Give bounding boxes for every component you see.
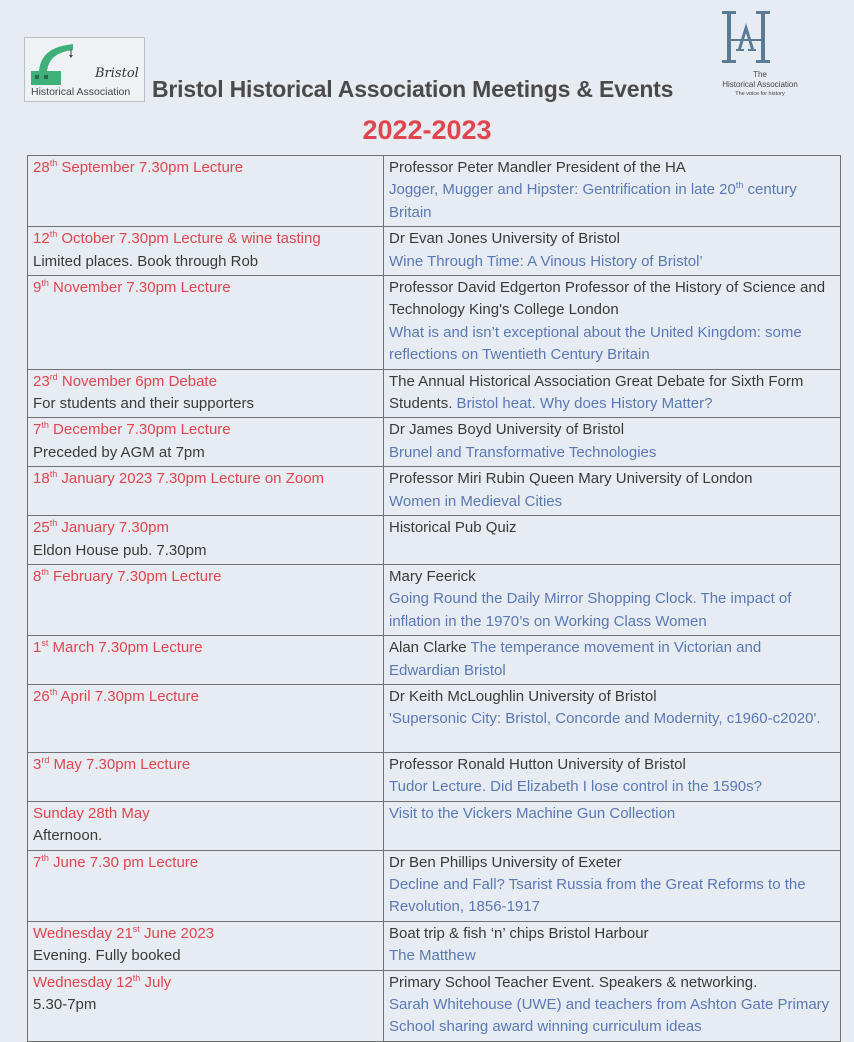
event-day: 7 <box>33 421 42 439</box>
event-topic-suffix: th <box>735 180 744 191</box>
event-speaker: Dr Keith McLoughlin University of Bristol <box>389 687 657 705</box>
event-speaker: Boat trip & fish ‘n’ chips Bristol Harbour <box>389 924 649 942</box>
event-row <box>28 156 841 227</box>
event-topic <box>389 179 836 224</box>
event-note: Eldon House pub. 7.30pm <box>33 541 207 559</box>
event-day: 3 <box>33 755 42 773</box>
event-date-time: June 7.30 pm Lecture <box>48 853 199 871</box>
event-details-cell <box>384 516 841 565</box>
event-day: 8 <box>33 567 42 585</box>
event-date-time: July <box>140 973 172 991</box>
event-date-time: March 7.30pm Lecture <box>48 639 203 657</box>
logo-line-the: The <box>753 70 767 79</box>
event-when-cell <box>28 850 384 921</box>
event-topic <box>389 442 836 464</box>
event-topic-text: Jogger, Mugger and Hipster: Gentrification in late 20 <box>389 181 736 199</box>
bristol-ha-logo <box>24 37 145 102</box>
event-when-cell <box>28 467 384 516</box>
event-day: 18 <box>33 470 50 488</box>
event-topic <box>389 945 836 967</box>
event-speaker: Professor Miri Rubin Queen Mary University of London <box>389 470 753 488</box>
logo-line-name: Historical Association <box>722 80 798 89</box>
events-table <box>27 155 841 1042</box>
event-topic <box>389 708 836 730</box>
event-speaker: Dr Evan Jones University of Bristol <box>389 230 620 248</box>
event-speaker: The Annual Historical Association Great Debate for Sixth Form Students. <box>389 372 804 413</box>
event-topic-text: Wine Through Time: A Vinous History of Bristol’ <box>389 252 703 270</box>
event-day: 25 <box>33 519 50 537</box>
event-when-cell <box>28 752 384 801</box>
event-topic <box>389 803 836 825</box>
event-date-time: November 7.30pm Lecture <box>48 279 231 297</box>
event-topic-text: What is and isn’t exceptional about the United Kingdom: some reflections on Twentieth Century Britain <box>389 323 802 364</box>
event-row <box>28 921 841 970</box>
event-row <box>28 684 841 752</box>
event-speaker: Dr James Boyd University of Bristol <box>389 421 625 439</box>
event-day: 23 <box>33 372 50 390</box>
event-topic <box>389 776 836 798</box>
event-day-suffix: th <box>41 566 49 577</box>
event-day-suffix: th <box>49 469 58 480</box>
event-when-cell <box>28 564 384 635</box>
event-row <box>28 516 841 565</box>
event-when-cell <box>28 276 384 370</box>
event-day: 1 <box>33 639 42 657</box>
event-day-suffix: th <box>49 229 58 240</box>
event-date-time: June 2023 <box>139 924 215 942</box>
event-day: Sunday 28th May <box>33 804 150 822</box>
event-date-time: May 7.30pm Lecture <box>49 755 191 773</box>
event-topic-text: Decline and Fall? Tsarist Russia from the Great Reforms to the Revolution, 1856-1917 <box>389 875 806 916</box>
event-when-cell <box>28 156 384 227</box>
logo-tagline: The voice for history <box>735 91 785 97</box>
event-note: 5.30-7pm <box>33 996 97 1013</box>
event-day: Wednesday 21 <box>33 924 133 942</box>
event-day-suffix: th <box>41 278 49 289</box>
event-row <box>28 752 841 801</box>
event-details-cell <box>384 801 841 850</box>
event-date-time: December 7.30pm Lecture <box>48 421 231 439</box>
event-speaker: Historical Pub Quiz <box>389 519 517 537</box>
event-when-cell <box>28 516 384 565</box>
event-date-time: October 7.30pm Lecture & wine tasting <box>57 230 321 248</box>
event-date-time: April 7.30pm Lecture <box>57 687 199 705</box>
bristol-script-text: Bristol <box>95 66 139 81</box>
event-row <box>28 801 841 850</box>
event-details-cell <box>384 636 841 685</box>
event-row <box>28 276 841 370</box>
event-details-cell <box>384 850 841 921</box>
event-details-cell <box>384 752 841 801</box>
event-day-suffix: th <box>49 518 58 529</box>
event-topic-text: 'Supersonic City: Bristol, Concorde and Modernity, c1960-c2020'. <box>389 710 821 728</box>
event-when-cell <box>28 636 384 685</box>
event-details-cell <box>384 227 841 276</box>
event-date-time: January 7.30pm <box>57 519 169 537</box>
event-day: 28 <box>33 159 50 176</box>
event-row <box>28 636 841 685</box>
event-row <box>28 369 841 418</box>
event-speaker: Mary Feerick <box>389 567 476 585</box>
season-year: 2022-2023 <box>362 115 492 145</box>
event-topic <box>389 491 836 513</box>
event-details-cell <box>384 156 841 227</box>
event-day: 7 <box>33 853 42 871</box>
event-note: Limited places. Book through Rob <box>33 252 259 270</box>
event-day-suffix: st <box>132 923 140 934</box>
event-speaker: Primary School Teacher Event. Speakers & networking. <box>389 973 758 991</box>
event-day-suffix: st <box>41 638 49 649</box>
event-row <box>28 227 841 276</box>
event-day-suffix: th <box>132 972 141 983</box>
event-topic-text: Tudor Lecture. Did Elizabeth I lose control in the 1590s? <box>389 778 762 796</box>
event-row <box>28 850 841 921</box>
event-when-cell <box>28 684 384 752</box>
logo-caption: Historical Association <box>31 86 131 98</box>
event-topic <box>389 588 836 633</box>
event-details-cell <box>384 467 841 516</box>
event-day: Wednesday 12 <box>33 973 133 991</box>
page-title: Bristol Historical Association Meetings & Events <box>152 76 674 102</box>
event-note: Preceded by AGM at 7pm <box>33 443 205 461</box>
event-date-time: February 7.30pm Lecture <box>48 567 222 585</box>
event-topic <box>389 994 836 1039</box>
event-day-suffix: th <box>49 686 58 697</box>
event-when-cell <box>28 227 384 276</box>
event-topic-text: Sarah Whitehouse (UWE) and teachers from Ashton Gate Primary School sharing award winning curriculum ideas <box>389 996 830 1036</box>
event-when-cell <box>28 970 384 1041</box>
event-day-suffix: rd <box>49 371 58 382</box>
event-details-cell <box>384 564 841 635</box>
event-day: 12 <box>33 230 50 248</box>
event-details-cell <box>384 684 841 752</box>
event-date-time: November 6pm Debate <box>57 372 217 390</box>
event-topic-text: The Matthew <box>389 947 476 965</box>
event-row <box>28 467 841 516</box>
event-speaker: Professor Peter Mandler President of the HA <box>389 159 686 176</box>
event-details-cell <box>384 921 841 970</box>
event-row <box>28 418 841 467</box>
event-speaker: Alan Clarke <box>389 639 467 657</box>
event-date-time: September 7.30pm Lecture <box>57 159 244 176</box>
event-day-suffix: th <box>41 852 49 863</box>
event-topic <box>389 874 836 919</box>
event-date-time: January 2023 7.30pm Lecture on Zoom <box>57 470 325 488</box>
event-speaker: Dr Ben Phillips University of Exeter <box>389 853 622 871</box>
event-when-cell <box>28 921 384 970</box>
event-when-cell <box>28 369 384 418</box>
event-topic-text: Visit to the Vickers Machine Gun Collection <box>389 804 676 822</box>
event-speaker: Professor Ronald Hutton University of Bristol <box>389 755 686 773</box>
event-topic-text: Going Round the Daily Mirror Shopping Clock. The impact of inflation in the 1970’s on Working Class Women <box>389 590 792 630</box>
event-topic: The temperance movement in Victorian and Edwardian Bristol <box>389 639 762 679</box>
event-details-cell <box>384 369 841 418</box>
event-when-cell <box>28 801 384 850</box>
historical-association-logo <box>700 5 820 105</box>
event-when-cell <box>28 418 384 467</box>
crane-icon <box>29 41 89 87</box>
event-day-suffix: rd <box>41 754 50 765</box>
event-day-suffix: th <box>49 158 58 168</box>
event-note: For students and their supporters <box>33 395 254 413</box>
event-day: 9 <box>33 279 42 297</box>
event-row <box>28 970 841 1041</box>
event-details-cell <box>384 418 841 467</box>
event-topic-text: Women in Medieval Cities <box>389 492 563 510</box>
event-topic-text: Brunel and Transformative Technologies <box>389 443 657 461</box>
event-row <box>28 564 841 635</box>
event-topic <box>389 251 836 273</box>
ha-monogram-icon <box>720 9 772 65</box>
event-day-suffix: th <box>41 420 49 431</box>
event-speaker: Professor David Edgerton Professor of the History of Science and Technology King's College London <box>389 279 826 319</box>
event-details-cell <box>384 276 841 370</box>
event-day: 26 <box>33 687 50 705</box>
event-note: Evening. Fully booked <box>33 947 181 965</box>
event-topic: Bristol heat. Why does History Matter? <box>452 395 713 413</box>
event-topic <box>389 322 836 367</box>
event-topic-tail: century Britain <box>389 181 797 221</box>
event-note: Afternoon. <box>33 827 103 845</box>
event-details-cell <box>384 970 841 1041</box>
